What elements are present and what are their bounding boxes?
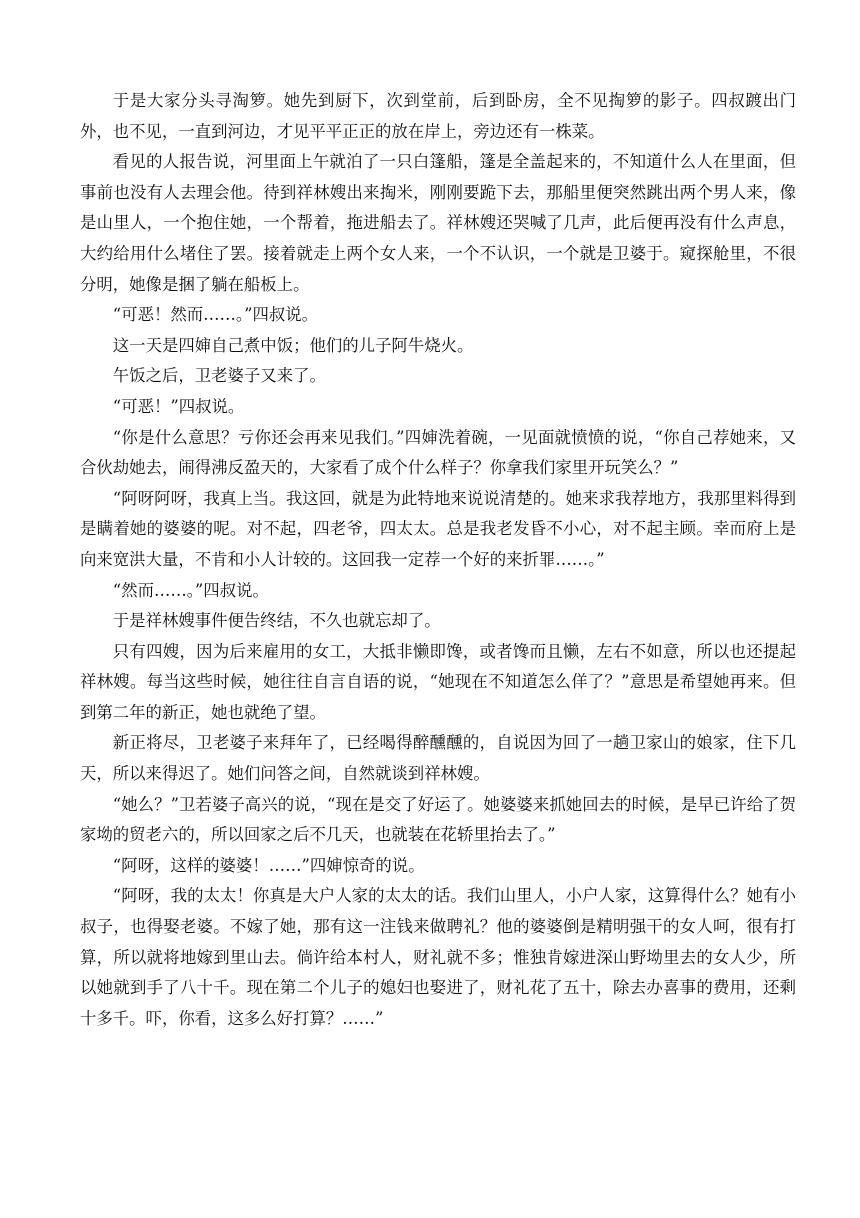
- paragraph: “可恶！然而……。”四叔说。: [112, 305, 319, 325]
- paragraph: “阿呀阿呀，我真上当。我这回，就是为此特地来说说清楚的。她来求我荐地方，我那里料得到是瞒着她的婆婆的呢。对不起，四老爷，四太太。总是我老发昏不小心，对不起主顾。幸而府上是向来宽洪大量，不肯和小人计较的。这回我一定荐一个好的来折罪……。”: [80, 488, 796, 569]
- paragraph: 看见的人报告说，河里面上午就泊了一只白篷船，篷是全盖起来的，不知道什么人在里面，但事前也没有人去理会他。待到祥林嫂出来掏米，刚刚要跪下去，那船里便突然跳出两个男人来，像是山里人，一个抱住她，一个帮着，拖进船去了。祥林嫂还哭喊了几声，此后便再没有什么声息，大约给用什么堵住了罢。接着就走上两个女人来，一个不认识，一个就是卫婆于。窥探舱里，不很分明，她像是捆了躺在船板上。: [80, 152, 796, 294]
- paragraph: 只有四嫂，因为后来雇用的女工，大抵非懒即馋，或者馋而且懒，左右不如意，所以也还提起祥林嫂。每当这些时候，她往往自言自语的说，“她现在不知道怎么佯了？”意思是希望她再来。但到第二年的新正，她也就绝了望。: [80, 641, 796, 722]
- paragraph: “可恶！”四叔说。: [112, 396, 245, 416]
- paragraph: 于是祥林嫂事件便告终结，不久也就忘却了。: [112, 611, 441, 631]
- paragraph: 于是大家分头寻淘箩。她先到厨下，次到堂前，后到卧房，全不见掏箩的影子。四叔踱出门外，也不见，一直到河边，才见平平正正的放在岸上，旁边还有一株菜。: [80, 91, 796, 141]
- paragraph: “然而……。”四叔说。: [112, 580, 269, 600]
- paragraph: “阿呀，这样的婆婆！……”四婶惊奇的说。: [112, 855, 425, 875]
- document-body: [80, 86, 796, 1034]
- paragraph: “阿呀，我的太太！你真是大户人家的太太的话。我们山里人，小户人家，这算得什么？她有小叔子，也得娶老婆。不嫁了她，那有这一注钱来做聘礼？他的婆婆倒是精明强干的女人呵，很有打算，所以就将地嫁到里山去。倘许给本村人，财礼就不多；惟独肯嫁进深山野坳里去的女人少，所以她就到手了八十千。现在第二个儿子的媳妇也娶进了，财礼花了五十，除去办喜事的费用，还剩十多千。吓，你看，这多么好打算？……”: [80, 886, 796, 1028]
- paragraph: “她么？”卫若婆子高兴的说，“现在是交了好运了。她婆婆来抓她回去的时候，是早已许给了贺家坳的贸老六的，所以回家之后不几天，也就装在花轿里抬去了。”: [80, 794, 796, 845]
- paragraph: 新正将尽，卫老婆子来拜年了，已经喝得醉醺醺的，自说因为回了一趟卫家山的娘家，住下几天，所以来得迟了。她们问答之间，自然就谈到祥林嫂。: [80, 733, 796, 784]
- paragraph: 午饭之后，卫老婆子又来了。: [112, 366, 326, 386]
- paragraph: 这一天是四婶自己煮中饭；他们的儿子阿牛烧火。: [112, 335, 474, 355]
- paragraph: “你是什么意思？亏你还会再来见我们。”四婶洗着碗，一见面就愤愤的说，“你自己荐她来，又合伙劫她去，闹得沸反盈天的，大家看了成个什么样子？你拿我们家里开玩笑么？”: [80, 427, 796, 478]
